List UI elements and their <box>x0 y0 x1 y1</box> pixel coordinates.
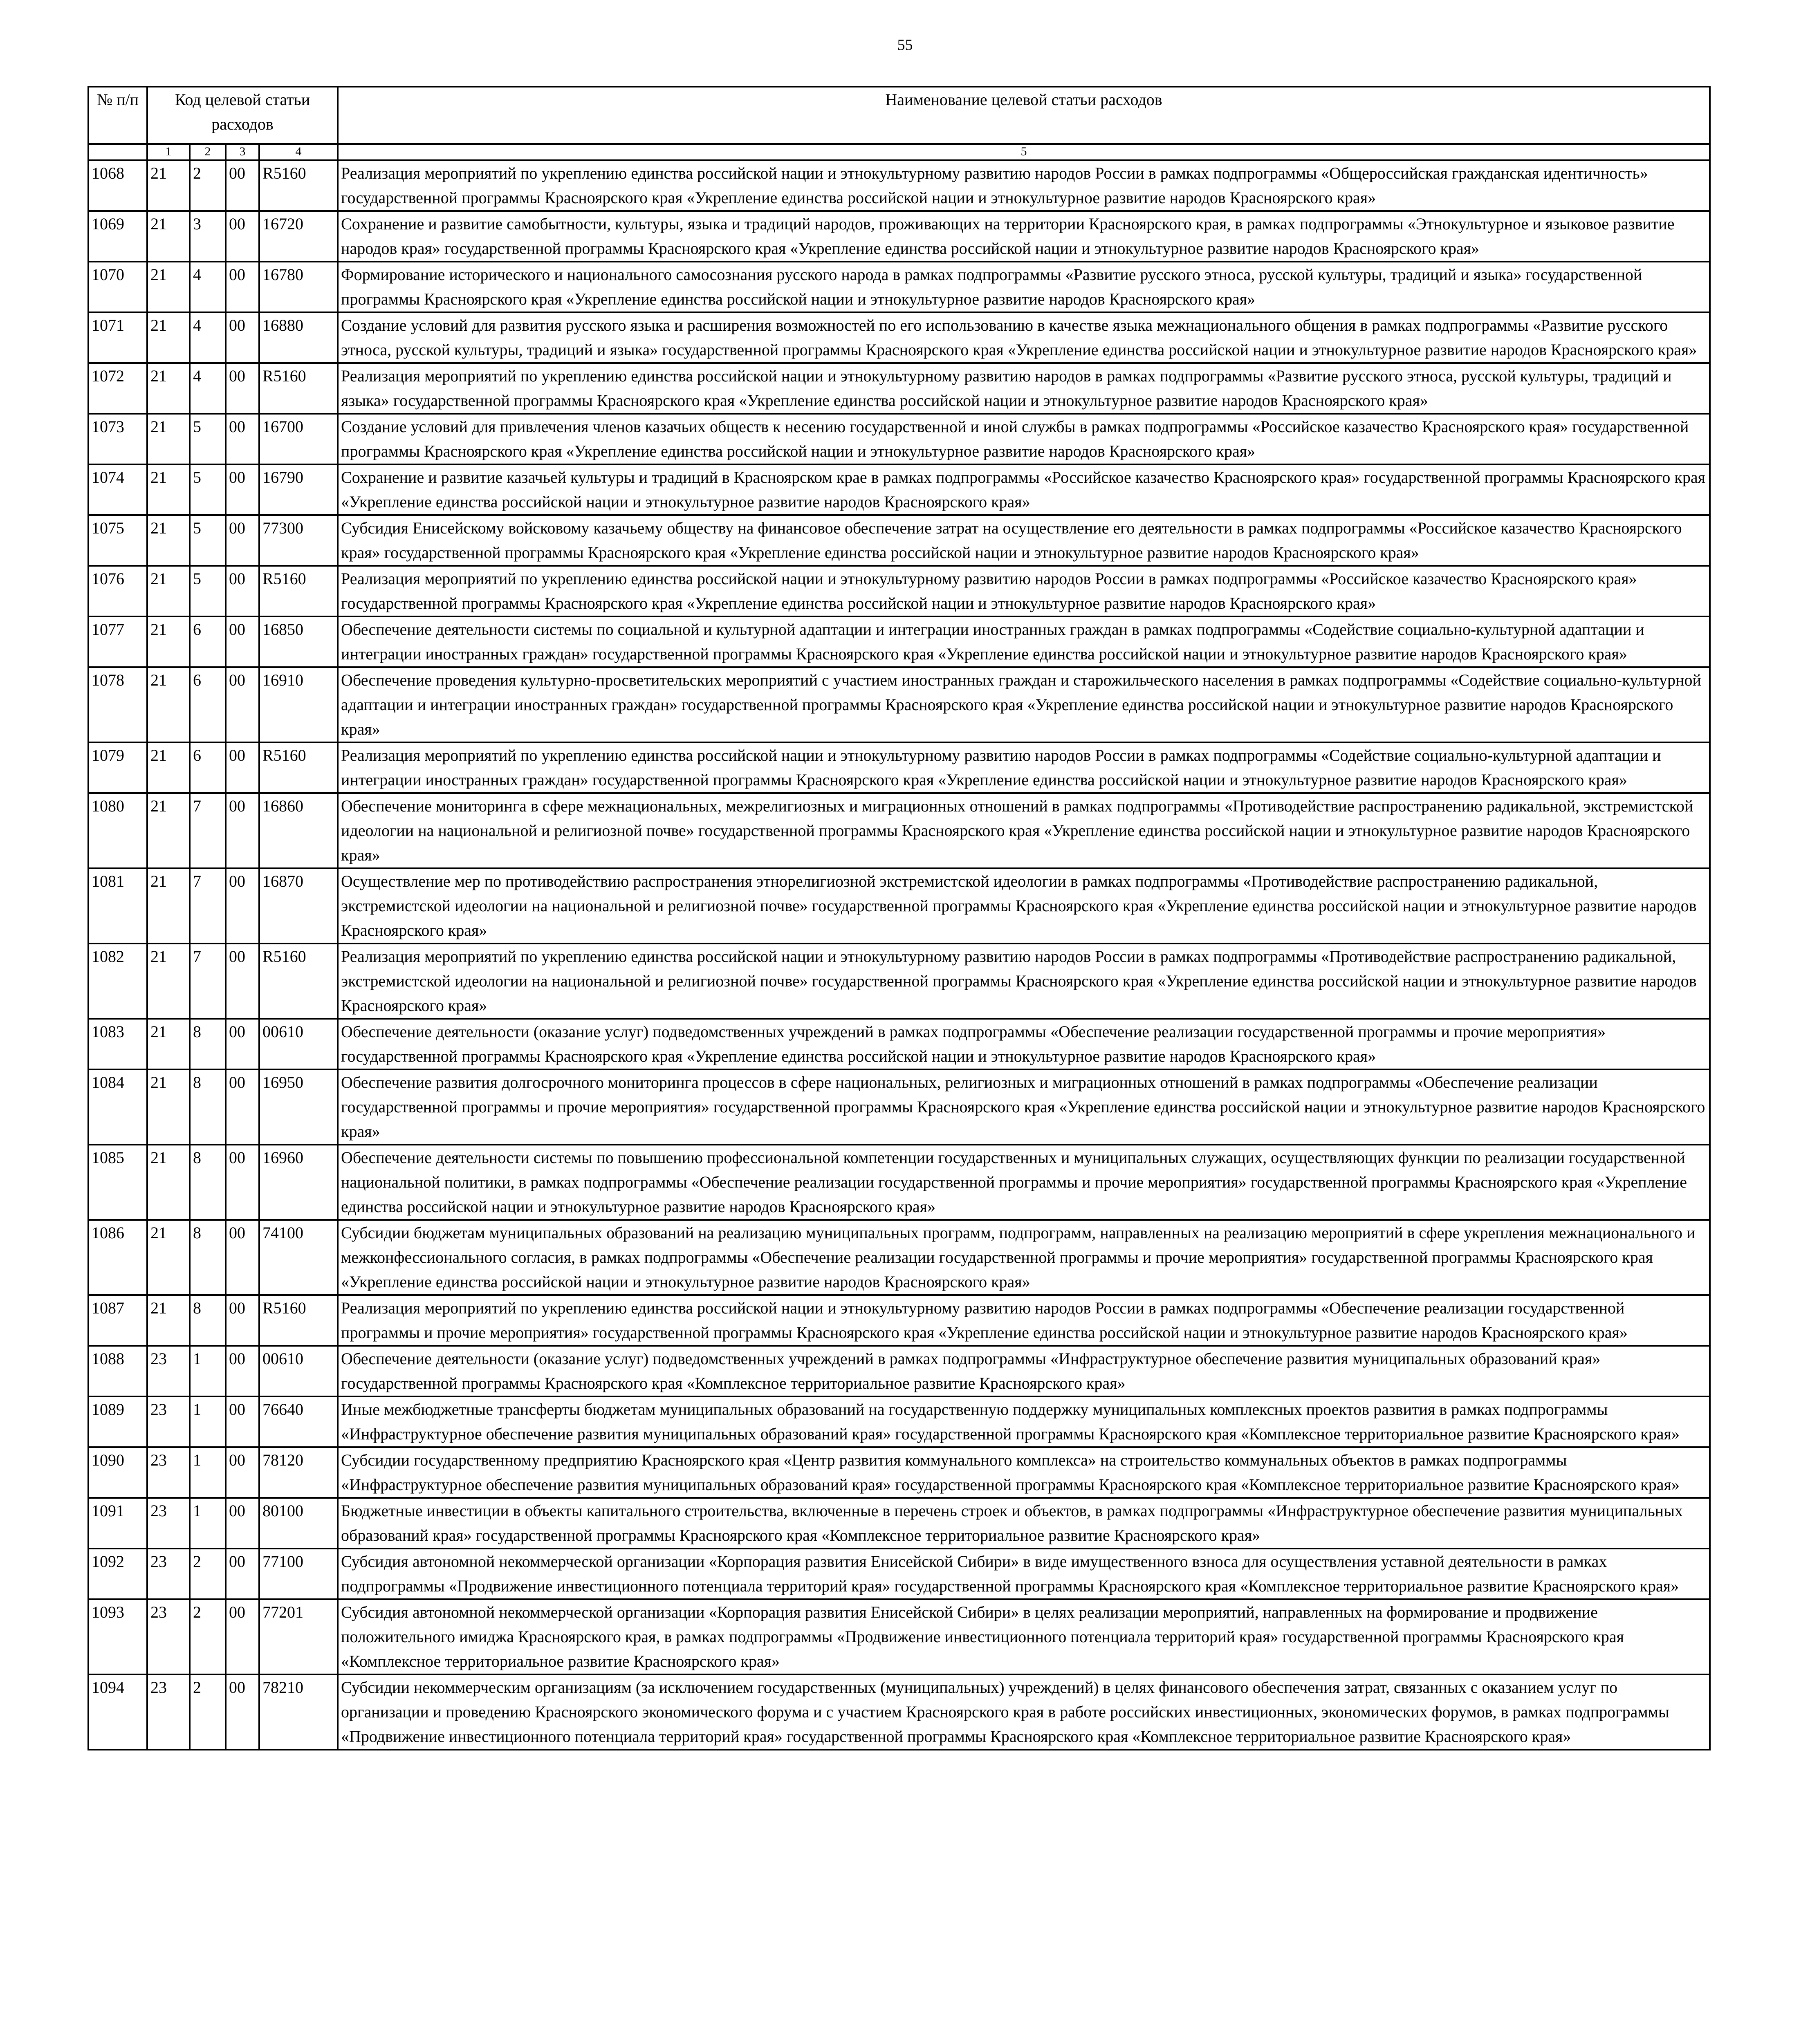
table-row <box>88 1220 1710 1295</box>
cell-row-number: 1085 <box>88 1145 147 1220</box>
cell-expense-name: Создание условий для привлечения членов казачьих обществ к несению государственной и иной службы в рамках подпрограммы «Российское казачество Красноярского края» государственной программы Красноярского края «Укрепление единства российской нации и этнокультурное развитие народов Красноярского края» <box>338 414 1710 464</box>
table-row <box>88 1069 1710 1145</box>
cell-code-direction: 16790 <box>259 464 338 515</box>
cell-expense-name: Сохранение и развитие самобытности, культуры, языка и традиций народов, проживающих на территории Красноярского края, в рамках подпрограммы «Этнокультурное и языковое развитие народов края» государственной программы Красноярского края «Укрепление единства российской нации и этнокультурное развитие народов Красноярского края» <box>338 211 1710 262</box>
cell-code-program: 23 <box>147 1396 190 1447</box>
table-header-row <box>88 87 1710 144</box>
cell-code-subprogram: 1 <box>190 1447 226 1498</box>
cell-code-section: 00 <box>226 793 259 868</box>
cell-code-program: 21 <box>147 1220 190 1295</box>
cell-code-section: 00 <box>226 363 259 414</box>
cell-code-subprogram: 4 <box>190 312 226 363</box>
table-row <box>88 1396 1710 1447</box>
cell-row-number: 1083 <box>88 1019 147 1069</box>
cell-expense-name: Создание условий для развития русского языка и расширения возможностей по его использованию в качестве языка межнационального общения в рамках подпрограммы «Развитие русского этноса, русской культуры, традиций и языка» государственной программы Красноярского края «Укрепление единства российской нации и этнокультурное развитие народов Красноярского края» <box>338 312 1710 363</box>
cell-code-program: 21 <box>147 1295 190 1346</box>
cell-code-direction: 80100 <box>259 1498 338 1549</box>
cell-code-direction: 16950 <box>259 1069 338 1145</box>
cell-expense-name: Субсидия автономной некоммерческой организации «Корпорация развития Енисейской Сибири» в виде имущественного взноса для осуществления уставной деятельности в рамках подпрограммы «Продвижение инвестиционного потенциала территорий края» государственной программы Красноярского края «Комплексное территориальное развитие Красноярского края» <box>338 1549 1710 1599</box>
cell-code-section: 00 <box>226 616 259 667</box>
cell-code-direction: 16910 <box>259 667 338 742</box>
cell-code-subprogram: 8 <box>190 1145 226 1220</box>
cell-code-program: 21 <box>147 616 190 667</box>
cell-code-program: 21 <box>147 211 190 262</box>
cell-row-number: 1073 <box>88 414 147 464</box>
table-row <box>88 793 1710 868</box>
column-index: 5 <box>338 144 1710 160</box>
cell-code-program: 23 <box>147 1549 190 1599</box>
table-row <box>88 160 1710 211</box>
cell-code-section: 00 <box>226 1447 259 1498</box>
table-row <box>88 616 1710 667</box>
cell-row-number: 1082 <box>88 944 147 1019</box>
cell-expense-name: Обеспечение развития долгосрочного мониторинга процессов в сфере национальных, религиозных и миграционных отношений в рамках подпрограммы «Обеспечение реализации государственной программы и прочие мероприятия» государственной программы Красноярского края «Укрепление единства российской нации и этнокультурное развитие народов Красноярского края» <box>338 1069 1710 1145</box>
cell-code-direction: 76640 <box>259 1396 338 1447</box>
table-row <box>88 1295 1710 1346</box>
cell-code-section: 00 <box>226 1674 259 1750</box>
cell-expense-name: Субсидии некоммерческим организациям (за исключением государственных (муниципальных) учреждений) в целях финансового обеспечения затрат, связанных с оказанием услуг по организации и проведению Красноярского экономического форума и с участием Красноярского края в работе российских инвестиционных, экономических форумов, в рамках подпрограммы «Продвижение инвестиционного потенциала территорий края» государственной программы Красноярского края «Комплексное территориальное развитие Красноярского края» <box>338 1674 1710 1750</box>
cell-code-section: 00 <box>226 742 259 793</box>
cell-code-program: 21 <box>147 944 190 1019</box>
cell-code-direction: R5160 <box>259 944 338 1019</box>
cell-row-number: 1089 <box>88 1396 147 1447</box>
cell-code-direction: 16960 <box>259 1145 338 1220</box>
cell-code-subprogram: 7 <box>190 944 226 1019</box>
table-row <box>88 363 1710 414</box>
cell-row-number: 1075 <box>88 515 147 566</box>
cell-code-program: 21 <box>147 363 190 414</box>
cell-code-subprogram: 8 <box>190 1019 226 1069</box>
cell-code-section: 00 <box>226 464 259 515</box>
cell-code-program: 23 <box>147 1599 190 1674</box>
cell-code-section: 00 <box>226 1220 259 1295</box>
cell-row-number: 1070 <box>88 262 147 312</box>
cell-expense-name: Формирование исторического и национального самосознания русского народа в рамках подпрограммы «Развитие русского этноса, русской культуры, традиций и языка» государственной программы Красноярского края «Укрепление единства российской нации и этнокультурное развитие народов Красноярского края» <box>338 262 1710 312</box>
page-number: 55 <box>897 36 913 54</box>
cell-code-direction: 16850 <box>259 616 338 667</box>
cell-code-program: 21 <box>147 262 190 312</box>
cell-code-direction: R5160 <box>259 1295 338 1346</box>
table-row <box>88 1447 1710 1498</box>
cell-code-section: 00 <box>226 667 259 742</box>
cell-row-number: 1077 <box>88 616 147 667</box>
cell-code-subprogram: 1 <box>190 1346 226 1396</box>
table-row <box>88 211 1710 262</box>
cell-code-program: 21 <box>147 1145 190 1220</box>
column-index-empty <box>88 144 147 160</box>
cell-code-section: 00 <box>226 1498 259 1549</box>
table-row <box>88 566 1710 616</box>
cell-code-program: 21 <box>147 742 190 793</box>
table-row <box>88 742 1710 793</box>
cell-code-subprogram: 8 <box>190 1295 226 1346</box>
table-row <box>88 414 1710 464</box>
cell-code-direction: 16700 <box>259 414 338 464</box>
cell-code-section: 00 <box>226 1145 259 1220</box>
cell-code-program: 21 <box>147 667 190 742</box>
cell-code-section: 00 <box>226 262 259 312</box>
table-body <box>88 160 1710 1750</box>
cell-expense-name: Субсидия автономной некоммерческой организации «Корпорация развития Енисейской Сибири» в целях реализации мероприятий, направленных на формирование и продвижение положительного имиджа Красноярского края, в рамках подпрограммы «Продвижение инвестиционного потенциала территорий края» государственной программы Красноярского края «Комплексное территориальное развитие Красноярского края» <box>338 1599 1710 1674</box>
cell-code-program: 21 <box>147 1019 190 1069</box>
cell-code-subprogram: 7 <box>190 868 226 944</box>
cell-code-section: 00 <box>226 1069 259 1145</box>
cell-code-program: 21 <box>147 312 190 363</box>
cell-expense-name: Реализация мероприятий по укреплению единства российской нации и этнокультурному развитию народов России в рамках подпрограммы «Российское казачество Красноярского края» государственной программы Красноярского края «Укрепление единства российской нации и этнокультурное развитие народов Красноярского края» <box>338 566 1710 616</box>
cell-code-subprogram: 6 <box>190 616 226 667</box>
table-row <box>88 312 1710 363</box>
table-row <box>88 464 1710 515</box>
cell-row-number: 1072 <box>88 363 147 414</box>
cell-expense-name: Обеспечение деятельности (оказание услуг) подведомственных учреждений в рамках подпрограммы «Инфраструктурное обеспечение развития муниципальных образований края» государственной программы Красноярского края «Комплексное территориальное развитие Красноярского края» <box>338 1346 1710 1396</box>
cell-code-direction: 77300 <box>259 515 338 566</box>
cell-code-section: 00 <box>226 868 259 944</box>
cell-code-direction: 77201 <box>259 1599 338 1674</box>
cell-code-subprogram: 6 <box>190 742 226 793</box>
cell-row-number: 1092 <box>88 1549 147 1599</box>
cell-code-direction: R5160 <box>259 160 338 211</box>
cell-expense-name: Реализация мероприятий по укреплению единства российской нации и этнокультурному развитию народов России в рамках подпрограммы «Обеспечение реализации государственной программы и прочие мероприятия» государственной программы Красноярского края «Укрепление единства российской нации и этнокультурное развитие народов Красноярского края» <box>338 1295 1710 1346</box>
table-row <box>88 1498 1710 1549</box>
cell-expense-name: Обеспечение деятельности системы по социальной и культурной адаптации и интеграции иностранных граждан в рамках подпрограммы «Содействие социально-культурной адаптации и интеграции иностранных граждан» государственной программы Красноярского края «Укрепление единства российской нации и этнокультурное развитие народов Красноярского края» <box>338 616 1710 667</box>
cell-code-section: 00 <box>226 1295 259 1346</box>
cell-code-subprogram: 5 <box>190 414 226 464</box>
cell-row-number: 1079 <box>88 742 147 793</box>
cell-code-section: 00 <box>226 1396 259 1447</box>
cell-code-subprogram: 2 <box>190 1549 226 1599</box>
cell-code-program: 21 <box>147 414 190 464</box>
cell-code-direction: 16870 <box>259 868 338 944</box>
column-index: 3 <box>226 144 259 160</box>
cell-row-number: 1080 <box>88 793 147 868</box>
cell-code-section: 00 <box>226 515 259 566</box>
cell-code-subprogram: 7 <box>190 793 226 868</box>
table-row <box>88 262 1710 312</box>
cell-code-subprogram: 2 <box>190 160 226 211</box>
cell-code-section: 00 <box>226 566 259 616</box>
cell-code-section: 00 <box>226 1346 259 1396</box>
cell-code-direction: 16720 <box>259 211 338 262</box>
cell-expense-name: Субсидии бюджетам муниципальных образований на реализацию муниципальных программ, подпрограмм, направленных на реализацию мероприятий в сфере укрепления межнационального и межконфессионального согласия, в рамках подпрограммы «Обеспечение реализации государственной программы и прочие мероприятия» государственной программы Красноярского края «Укрепление единства российской нации и этнокультурное развитие народов Красноярского края» <box>338 1220 1710 1295</box>
cell-expense-name: Реализация мероприятий по укреплению единства российской нации и этнокультурному развитию народов России в рамках подпрограммы «Общероссийская гражданская идентичность» государственной программы Красноярского края «Укрепление единства российской нации и этнокультурное развитие народов Красноярского края» <box>338 160 1710 211</box>
cell-code-section: 00 <box>226 160 259 211</box>
table-row <box>88 515 1710 566</box>
table-row <box>88 1019 1710 1069</box>
cell-expense-name: Реализация мероприятий по укреплению единства российской нации и этнокультурному развитию народов России в рамках подпрограммы «Содействие социально-культурной адаптации и интеграции иностранных граждан» государственной программы Красноярского края «Укрепление единства российской нации и этнокультурное развитие народов Красноярского края» <box>338 742 1710 793</box>
cell-expense-name: Осуществление мер по противодействию распространения этнорелигиозной экстремистской идеологии в рамках подпрограммы «Противодействие распространению радикальной, экстремистской идеологии на национальной и религиозной почве» государственной программы Красноярского края «Укрепление единства российской нации и этнокультурное развитие народов Красноярского края» <box>338 868 1710 944</box>
cell-expense-name: Бюджетные инвестиции в объекты капитального строительства, включенные в перечень строек и объектов, в рамках подпрограммы «Инфраструктурное обеспечение развития муниципальных образований края» государственной программы Красноярского края «Комплексное территориальное развитие Красноярского края» <box>338 1498 1710 1549</box>
cell-code-subprogram: 1 <box>190 1498 226 1549</box>
cell-code-section: 00 <box>226 1019 259 1069</box>
cell-code-direction: R5160 <box>259 566 338 616</box>
cell-expense-name: Сохранение и развитие казачьей культуры и традиций в Красноярском крае в рамках подпрограммы «Российское казачество Красноярского края» государственной программы Красноярского края «Укрепление единства российской нации и этнокультурное развитие народов Красноярского края» <box>338 464 1710 515</box>
cell-code-subprogram: 6 <box>190 667 226 742</box>
cell-expense-name: Реализация мероприятий по укреплению единства российской нации и этнокультурному развитию народов в рамках подпрограммы «Развитие русского этноса, русской культуры, традиций и языка» государственной программы Красноярского края «Укрепление единства российской нации и этнокультурное развитие народов Красноярского края» <box>338 363 1710 414</box>
cell-code-program: 23 <box>147 1447 190 1498</box>
cell-row-number: 1078 <box>88 667 147 742</box>
cell-row-number: 1094 <box>88 1674 147 1750</box>
cell-code-subprogram: 5 <box>190 464 226 515</box>
column-index-row <box>88 144 1710 160</box>
cell-row-number: 1068 <box>88 160 147 211</box>
table-row <box>88 1549 1710 1599</box>
cell-code-program: 21 <box>147 515 190 566</box>
cell-code-direction: 16780 <box>259 262 338 312</box>
table-row <box>88 868 1710 944</box>
cell-row-number: 1087 <box>88 1295 147 1346</box>
cell-code-section: 00 <box>226 1549 259 1599</box>
cell-code-section: 00 <box>226 211 259 262</box>
cell-code-direction: 16880 <box>259 312 338 363</box>
cell-code-subprogram: 3 <box>190 211 226 262</box>
cell-row-number: 1084 <box>88 1069 147 1145</box>
column-index: 1 <box>147 144 190 160</box>
cell-code-subprogram: 8 <box>190 1069 226 1145</box>
cell-row-number: 1088 <box>88 1346 147 1396</box>
cell-code-section: 00 <box>226 1599 259 1674</box>
cell-code-program: 23 <box>147 1498 190 1549</box>
cell-code-subprogram: 8 <box>190 1220 226 1295</box>
cell-row-number: 1069 <box>88 211 147 262</box>
cell-row-number: 1074 <box>88 464 147 515</box>
cell-code-subprogram: 5 <box>190 515 226 566</box>
cell-code-program: 21 <box>147 793 190 868</box>
cell-code-subprogram: 5 <box>190 566 226 616</box>
cell-row-number: 1093 <box>88 1599 147 1674</box>
cell-code-program: 23 <box>147 1346 190 1396</box>
target-expense-table <box>87 86 1711 1750</box>
cell-expense-name: Иные межбюджетные трансферты бюджетам муниципальных образований на государственную поддержку муниципальных комплексных проектов развития в рамках подпрограммы «Инфраструктурное обеспечение развития муниципальных образований края» государственной программы Красноярского края «Комплексное территориальное развитие Красноярского края» <box>338 1396 1710 1447</box>
cell-row-number: 1086 <box>88 1220 147 1295</box>
cell-code-direction: 78210 <box>259 1674 338 1750</box>
cell-code-direction: 74100 <box>259 1220 338 1295</box>
cell-code-program: 21 <box>147 1069 190 1145</box>
table-row <box>88 1674 1710 1750</box>
table-row <box>88 1346 1710 1396</box>
cell-code-program: 21 <box>147 464 190 515</box>
cell-code-section: 00 <box>226 414 259 464</box>
cell-expense-name: Субсидия Енисейскому войсковому казачьему обществу на финансовое обеспечение затрат на осуществление его деятельности в рамках подпрограммы «Российское казачество Красноярского края» государственной программы Красноярского края «Укрепление единства российской нации и этнокультурное развитие народов Красноярского края» <box>338 515 1710 566</box>
cell-code-subprogram: 4 <box>190 262 226 312</box>
cell-code-direction: 00610 <box>259 1346 338 1396</box>
cell-code-direction: R5160 <box>259 742 338 793</box>
cell-row-number: 1091 <box>88 1498 147 1549</box>
column-index: 4 <box>259 144 338 160</box>
table-row <box>88 944 1710 1019</box>
cell-code-subprogram: 4 <box>190 363 226 414</box>
cell-row-number: 1071 <box>88 312 147 363</box>
cell-code-program: 23 <box>147 1674 190 1750</box>
header-num: № п/п <box>88 87 147 144</box>
cell-code-program: 21 <box>147 566 190 616</box>
cell-code-subprogram: 1 <box>190 1396 226 1447</box>
column-index: 2 <box>190 144 226 160</box>
cell-code-direction: 00610 <box>259 1019 338 1069</box>
cell-code-direction: R5160 <box>259 363 338 414</box>
cell-code-direction: 78120 <box>259 1447 338 1498</box>
cell-code-section: 00 <box>226 944 259 1019</box>
cell-row-number: 1076 <box>88 566 147 616</box>
cell-code-program: 21 <box>147 160 190 211</box>
cell-expense-name: Обеспечение мониторинга в сфере межнациональных, межрелигиозных и миграционных отношений в рамках подпрограммы «Противодействие распространению радикальной, экстремистской идеологии на национальной и религиозной почве» государственной программы Красноярского края «Укрепление единства российской нации и этнокультурное развитие народов Красноярского края» <box>338 793 1710 868</box>
cell-expense-name: Обеспечение деятельности (оказание услуг) подведомственных учреждений в рамках подпрограммы «Обеспечение реализации государственной программы и прочие мероприятия» государственной программы Красноярского края «Укрепление единства российской нации и этнокультурное развитие народов Красноярского края» <box>338 1019 1710 1069</box>
cell-code-subprogram: 2 <box>190 1674 226 1750</box>
table-row <box>88 667 1710 742</box>
cell-code-subprogram: 2 <box>190 1599 226 1674</box>
cell-row-number: 1090 <box>88 1447 147 1498</box>
cell-row-number: 1081 <box>88 868 147 944</box>
table-row <box>88 1599 1710 1674</box>
cell-code-section: 00 <box>226 312 259 363</box>
cell-expense-name: Реализация мероприятий по укреплению единства российской нации и этнокультурному развитию народов России в рамках подпрограммы «Противодействие распространению радикальной, экстремистской идеологии на национальной и религиозной почве» государственной программы Красноярского края «Укрепление единства российской нации и этнокультурное развитие народов Красноярского края» <box>338 944 1710 1019</box>
cell-code-direction: 16860 <box>259 793 338 868</box>
header-code: Код целевой статьи расходов <box>147 87 338 144</box>
cell-code-direction: 77100 <box>259 1549 338 1599</box>
cell-code-program: 21 <box>147 868 190 944</box>
cell-expense-name: Обеспечение деятельности системы по повышению профессиональной компетенции государственных и муниципальных служащих, осуществляющих функции по реализации государственной национальной политики, в рамках подпрограммы «Обеспечение реализации государственной программы и прочие мероприятия» государственной программы Красноярского края «Укрепление единства российской нации и этнокультурное развитие народов Красноярского края» <box>338 1145 1710 1220</box>
header-name: Наименование целевой статьи расходов <box>338 87 1710 144</box>
cell-expense-name: Субсидии государственному предприятию Красноярского края «Центр развития коммунального комплекса» на строительство коммунальных объектов в рамках подпрограммы «Инфраструктурное обеспечение развития муниципальных образований края» государственной программы Красноярского края «Комплексное территориальное развитие Красноярского края» <box>338 1447 1710 1498</box>
cell-expense-name: Обеспечение проведения культурно-просветительских мероприятий с участием иностранных граждан и старожильческого населения в рамках подпрограммы «Содействие социально-культурной адаптации и интеграции иностранных граждан» государственной программы Красноярского края «Укрепление единства российской нации и этнокультурное развитие народов Красноярского края» <box>338 667 1710 742</box>
table-row <box>88 1145 1710 1220</box>
